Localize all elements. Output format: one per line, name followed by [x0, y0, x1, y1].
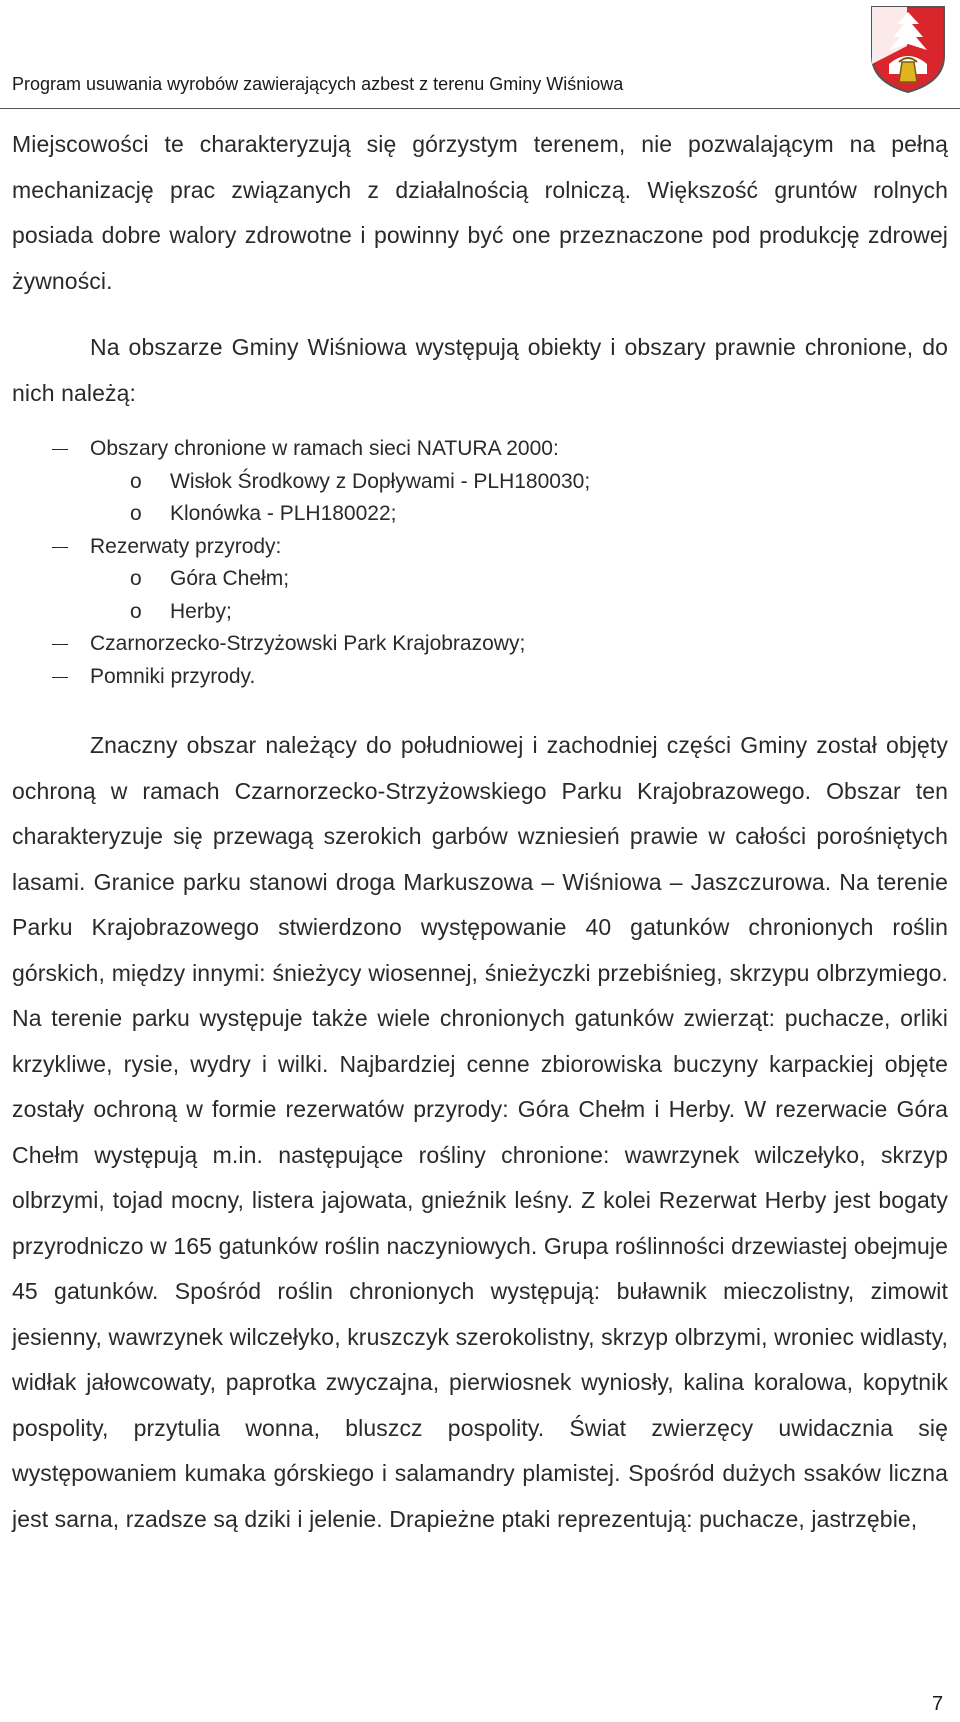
body-paragraph: Na obszarze Gminy Wiśniowa występują obiekty i obszary prawnie chronione, do nich należą: — [12, 334, 948, 406]
sub-list — [90, 466, 948, 531]
sub-list-item-label: Klonówka - PLH180022; — [170, 502, 397, 525]
list-item-label: Obszary chronione w ramach sieci NATURA 2000: — [90, 437, 559, 460]
sub-list-item-label: Herby; — [170, 599, 232, 623]
sub-list-item — [130, 466, 948, 499]
dash-bullet-icon — [52, 677, 68, 678]
dash-bullet-icon — [52, 547, 68, 548]
body-paragraph: Miejscowości te charakteryzują się górzystym terenem, nie pozwalającym na pełną mechanizację prac związanych z działalnością rolniczą. Większość gruntów rolnych posiada dobre walory zdrowotne i powinny być one przeznaczone pod produkcję zdrowej żywności. — [12, 131, 948, 294]
protected-areas-list — [12, 433, 948, 693]
sub-list-item — [130, 596, 948, 629]
sub-list — [90, 563, 948, 628]
header-divider — [0, 108, 960, 109]
sub-list-item-label: Wisłok Środkowy z Dopływami - PLH180030; — [170, 469, 591, 493]
coat-of-arms-icon — [869, 4, 947, 94]
circle-bullet-icon: o — [130, 469, 142, 493]
page-header — [0, 0, 960, 110]
document-body — [12, 122, 948, 1542]
list-item-label: Rezerwaty przyrody: — [90, 534, 282, 558]
sub-list-item-label: Góra Chełm; — [170, 567, 290, 590]
list-item — [12, 661, 948, 694]
circle-bullet-icon: o — [130, 567, 142, 590]
list-item — [12, 433, 948, 531]
header-title: Program usuwania wyrobów zawierających azbest z terenu Gminy Wiśniowa — [12, 74, 624, 94]
circle-bullet-icon: o — [130, 599, 142, 623]
dash-bullet-icon — [52, 449, 68, 450]
page-number: 7 — [932, 1693, 944, 1715]
list-item — [12, 628, 948, 661]
list-item — [12, 531, 948, 629]
sub-list-item — [130, 563, 948, 596]
body-paragraph: Znaczny obszar należący do południowej i zachodniej części Gminy został objęty ochroną w ramach Czarnorzecko-Strzyżowskiego Parku Krajobrazowego. Obszar ten charakteryzuje się przewagą szerokich garbów wzniesień prawie w całości porośniętych lasami. Granice parku stanowi droga Markuszowa – Wiśniowa – Jaszczurowa. Na terenie Parku Krajobrazowego stwierdzono występowanie 40 gatunków chronionych roślin górskich, między innymi: śnieżycy wiosennej, śnieżyczki przebiśnieg, skrzypu olbrzymiego. Na terenie parku występuje także wiele chronionych gatunków zwierząt: puchacze, orliki krzykliwe, rysie, wydry i wilki. Najbardziej cenne zbiorowiska buczyny karpackiej objęte zostały ochroną w formie rezerwatów przyrody: Góra Chełm i Herby. W rezerwacie Góra Chełm występują m.in. następujące rośliny chronione: wawrzynek wilczełyko, skrzyp olbrzymi, tojad mocny, listera jajowata, gnieźnik leśny. Z kolei Rezerwat Herby jest bogaty przyrodniczo w 165 gatunków roślin naczyniowych. Grupa roślinności drzewiastej obejmuje 45 gatunków. Spośród roślin chronionych występują: buławnik mieczolistny, zimowit jesienny, wawrzynek wilczełyko, kruszczyk szerokolistny, skrzyp olbrzymi, wroniec widlasty, widłak jałowcowaty, paprotka zwyczajna, pierwiosnek wyniosły, kalina koralowa, kopytnik pospolity, przytulia wonna, bluszcz pospolity. Świat zwierzęcy uwidacznia się występowaniem kumaka górskiego i salamandry plamistej. Spośród dużych ssaków liczna jest sarna, rzadsze są dziki i jelenie. Drapieżne ptaki reprezentują: puchacze, jastrzębie, — [12, 732, 948, 1532]
list-item-label: Czarnorzecko-Strzyżowski Park Krajobrazowy; — [90, 632, 526, 655]
list-item-label: Pomniki przyrody. — [90, 664, 256, 688]
circle-bullet-icon: o — [130, 502, 142, 525]
dash-bullet-icon — [52, 644, 68, 645]
sub-list-item — [130, 498, 948, 531]
